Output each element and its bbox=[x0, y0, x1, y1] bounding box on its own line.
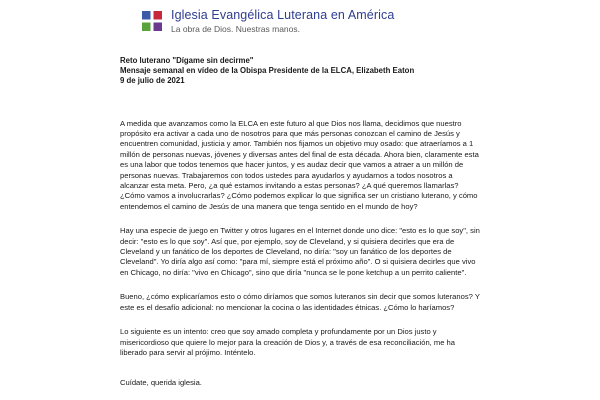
org-name: Iglesia Evangélica Luterana en América bbox=[171, 8, 395, 22]
document-date: 9 de julio de 2021 bbox=[120, 76, 185, 86]
org-tagline: La obra de Dios. Nuestras manos. bbox=[171, 23, 300, 34]
elca-cross-logo-icon bbox=[141, 10, 163, 32]
letterhead bbox=[141, 9, 394, 33]
document-subtitle: Mensaje semanal en vídeo de la Obispa Presidente de la ELCA, Elizabeth Eaton bbox=[120, 66, 415, 76]
paragraph: Lo siguiente es un intento: creo que soy amado completa y profundamente por un Dios justo y misericordioso que quiere lo mejor para la creación de Dios y, a través de esa reconciliación, me ha liberado para servir al prójimo. Inténtelo. bbox=[120, 327, 455, 357]
letter-body bbox=[120, 56, 480, 389]
closing-line: Cuídate, querida iglesia. bbox=[120, 378, 202, 388]
paragraph: Hay una especie de juego en Twitter y otros lugares en el Internet donde uno dice: "esto es lo que soy", sin decir: "esto es lo que soy". Así que, por ejemplo, soy de Cleveland, y si quisiera decirles que era de Cleveland y un fanático de los deportes de Cleveland, no diría: "soy un fanático de los deportes de Cleveland". Yo diría algo así como: "para mí, siempre está el próximo año". O si quisiera decirles que vivo en Chicago, no diría: "vivo en Chicago", sino que diría "nunca se le pone ketchup a un perrito caliente". bbox=[120, 226, 480, 277]
paragraph: A medida que avanzamos como la ELCA en este futuro al que Dios nos llama, decidimos que nuestro propósito era activar a cada uno de nosotros para que más personas conozcan el camino de Jesús y encuentren comunidad, justicia y amor. También nos fijamos un objetivo muy osado: que atraeríamos a 1 millón de personas nuevas, jóvenes y diversas antes del final de esta década. Ahora bien, claramente esta es una labor que todos tenemos que hacer juntos, y es audaz decir que vamos a atraer a un millón de personas nuevas. Trabajaremos con todos ustedes para ayudarlos y ayudarnos a todos nosotros a alcanzar esta meta. Pero, ¿a qué estamos invitando a estas personas? ¿A qué queremos llamarlas? ¿Cómo vamos a involucrarlas? ¿Cómo podemos explicar lo que significa ser un cristiano luterano, y cómo entendemos el camino de Jesús de una manera que tenga sentido en el mundo de hoy? bbox=[120, 118, 479, 211]
document-title: Reto luterano "Dígame sin decirme" bbox=[120, 56, 254, 65]
document-title-block bbox=[120, 56, 480, 87]
paragraph: Bueno, ¿cómo explicaríamos esto o cómo diríamos que somos luteranos sin decir que somos luteranos? Y este es el desafío adicional: no mencionar la cocina o las identidades étnicas. ¿Cómo lo haríamos? bbox=[120, 292, 480, 312]
